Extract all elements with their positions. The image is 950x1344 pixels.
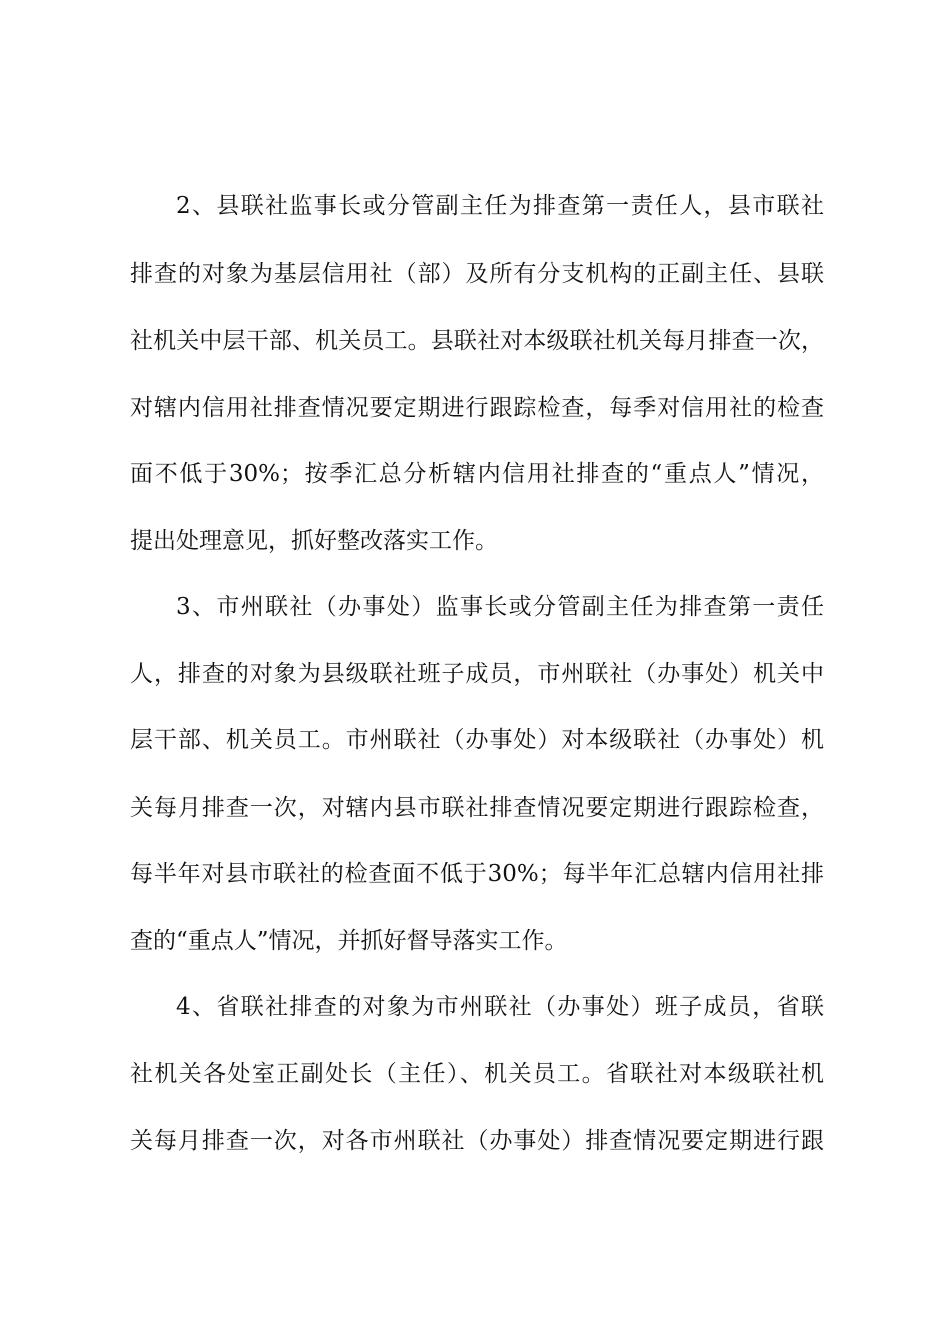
paragraph-1-line-4: 对辖内信用社排查情况要定期进行跟踪检查，每季对信用社的检查 <box>130 395 824 421</box>
paragraph-3-line-3: 关每月排查一次，对各市州联社（办事处）排查情况要定期进行跟 <box>130 1128 824 1154</box>
paragraph-2-line-2: 人，排查的对象为县级联社班子成员，市州联社（办事处）机关中 <box>130 661 824 687</box>
paragraph-1-line-1: 2、县联社监事长或分管副主任为排查第一责任人，县市联社 <box>176 193 824 219</box>
paragraph-2-line-5: 每半年对县市联社的检查面不低于30%；每半年汇总辖内信用社排 <box>130 861 824 887</box>
paragraph-3-line-1: 4、省联社排查的对象为市州联社（办事处）班子成员，省联 <box>176 994 824 1020</box>
paragraph-3-line-2: 社机关各处室正副处长（主任）、机关员工。省联社对本级联社机 <box>130 1061 824 1087</box>
paragraph-2-line-3: 层干部、机关员工。市州联社（办事处）对本级联社（办事处）机 <box>130 727 824 753</box>
paragraph-2-line-6: 查的“重点人”情况，并抓好督导落实工作。 <box>130 928 568 954</box>
paragraph-1-line-6: 提出处理意见，抓好整改落实工作。 <box>130 528 498 554</box>
paragraph-1-line-2: 排查的对象为基层信用社（部）及所有分支机构的正副主任、县联 <box>130 261 824 287</box>
paragraph-2-line-4: 关每月排查一次，对辖内县市联社排查情况要定期进行跟踪检查， <box>130 795 824 821</box>
paragraph-1-line-3: 社机关中层干部、机关员工。县联社对本级联社机关每月排查一次， <box>130 328 824 354</box>
paragraph-2-line-1: 3、市州联社（办事处）监事长或分管副主任为排查第一责任 <box>176 594 824 620</box>
paragraph-1-line-5: 面不低于30%；按季汇总分析辖内信用社排查的“重点人”情况， <box>130 461 824 487</box>
